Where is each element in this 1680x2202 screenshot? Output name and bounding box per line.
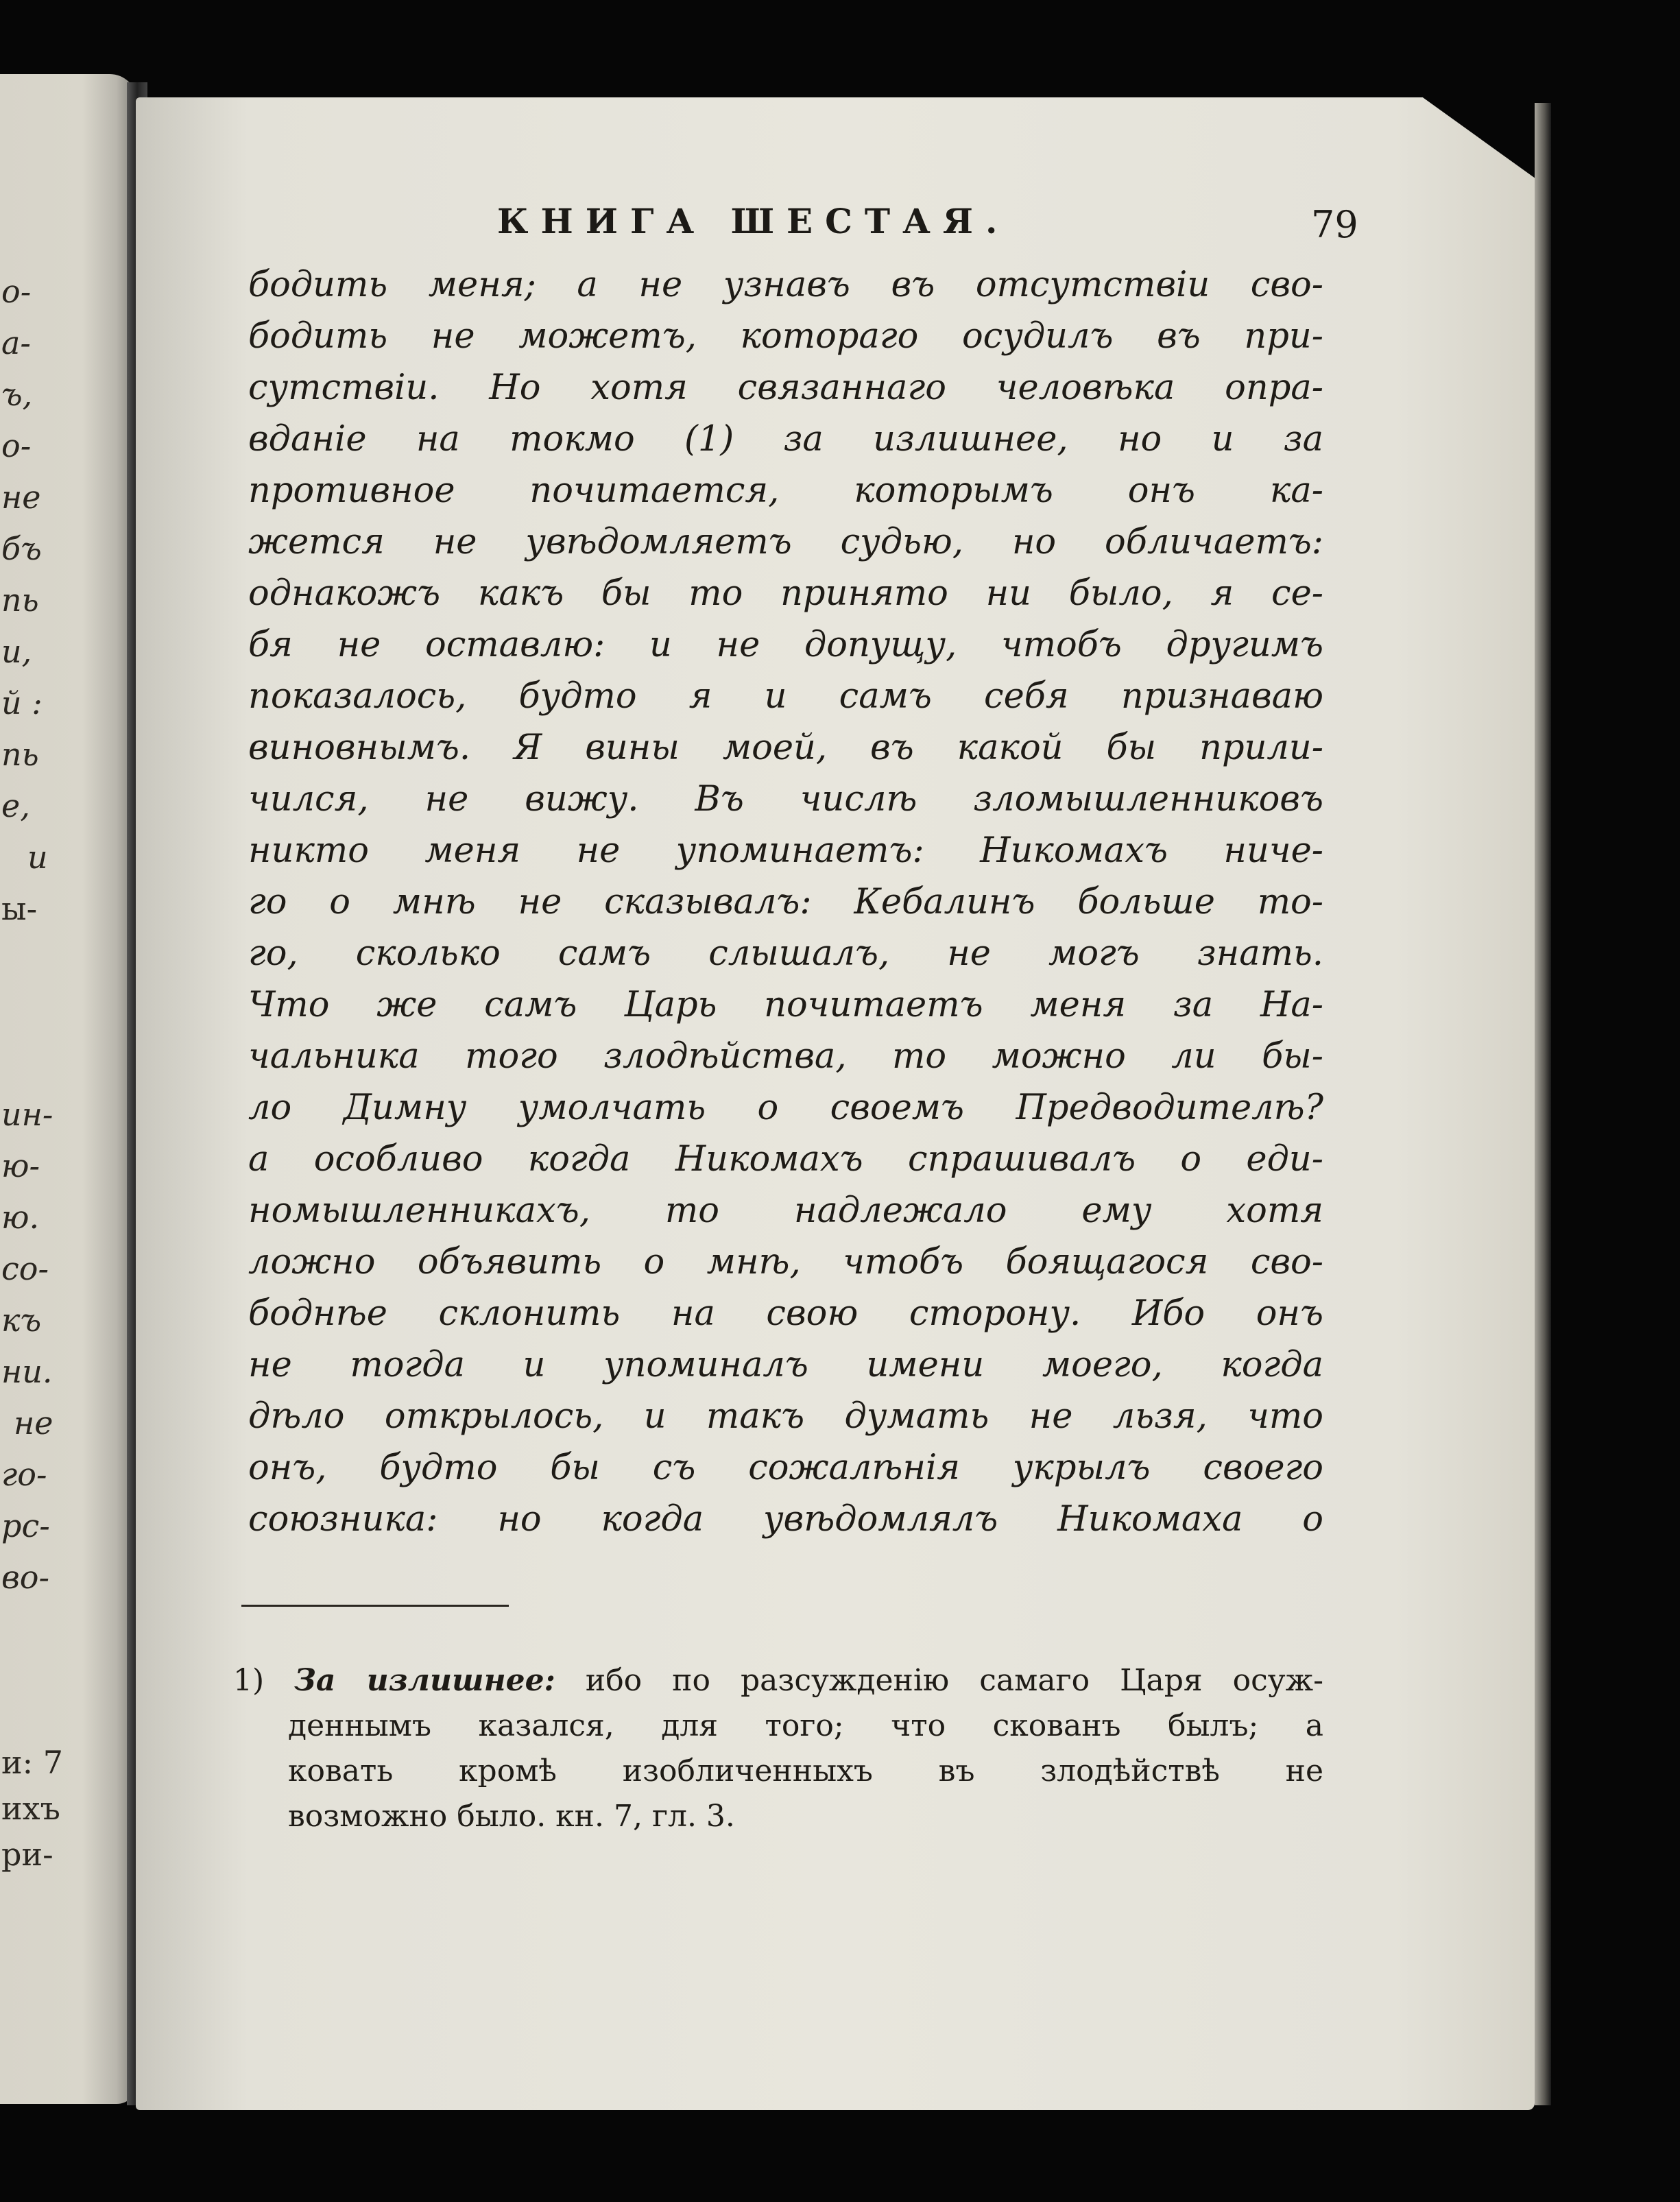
footnote-rule bbox=[241, 1605, 509, 1607]
left-fragment: къ bbox=[1, 1302, 42, 1339]
left-fragment: и: 7 bbox=[1, 1744, 64, 1781]
left-fragment: пь bbox=[1, 736, 39, 773]
text-line: показалось, будто я и самъ себя признаваю bbox=[248, 676, 1323, 717]
text-line: бодить не можетъ, котораго осудилъ въ при- bbox=[248, 316, 1323, 357]
footnote-term: За излишнее: bbox=[294, 1663, 555, 1698]
text-line: жется не увѣдомляетъ судью, но обличаетъ: bbox=[248, 522, 1323, 562]
text-line: ло Димну умолчать о своемъ Предводителѣ? bbox=[248, 1088, 1323, 1128]
text-line: сутствіи. Но хотя связаннаго человѣка опра- bbox=[248, 368, 1323, 408]
footnote-line bbox=[233, 1658, 1323, 1703]
left-fragment: ъ, bbox=[1, 376, 33, 413]
text-line: номышленникахъ, то надлежало ему хотя bbox=[248, 1190, 1323, 1231]
page-edge bbox=[1535, 103, 1551, 2105]
footnote bbox=[233, 1658, 1323, 1839]
footnote-line: ковать кромѣ изобличенныхъ въ злодѣйствѣ не bbox=[288, 1754, 1323, 1788]
footnote-text: ибо по разсужденію самаго Царя осуж- bbox=[555, 1663, 1323, 1698]
text-line: не тогда и упоминалъ имени моего, когда bbox=[248, 1345, 1323, 1385]
left-fragment: о- bbox=[1, 273, 32, 310]
text-line: онъ, будто бы съ сожалѣнія укрылъ своего bbox=[248, 1448, 1323, 1488]
text-line: союзника: но когда увѣдомлялъ Никомаха о bbox=[248, 1499, 1323, 1540]
left-fragment: не bbox=[1, 479, 41, 516]
text-line: никто меня не упоминаетъ: Никомахъ ниче- bbox=[248, 830, 1323, 871]
left-fragment: ихъ bbox=[1, 1790, 60, 1827]
left-fragment: ри- bbox=[1, 1836, 53, 1873]
page-number: 79 bbox=[1311, 203, 1358, 246]
footnote-line: возможно было. кн. 7, гл. 3. bbox=[288, 1799, 735, 1834]
left-fragment: бъ bbox=[1, 530, 42, 567]
text-line: Что же самъ Царь почитаетъ меня за На- bbox=[248, 985, 1323, 1025]
body-text bbox=[248, 259, 1323, 1545]
left-fragment: ни. bbox=[1, 1353, 53, 1390]
text-line: противное почитается, которымъ онъ ка- bbox=[248, 470, 1323, 511]
left-fragment: ин- bbox=[1, 1096, 53, 1133]
left-fragment: пь bbox=[1, 582, 39, 619]
text-line: го, сколько самъ слышалъ, не могъ знать. bbox=[248, 933, 1323, 974]
text-line: вданіе на токмо (1) за излишнее, но и за bbox=[248, 419, 1323, 459]
left-page-edge bbox=[0, 74, 137, 2104]
left-fragment: о- bbox=[1, 427, 32, 464]
left-fragment: го- bbox=[1, 1456, 47, 1493]
left-fragment: во- bbox=[1, 1559, 50, 1596]
left-fragment: и, bbox=[1, 633, 32, 670]
text-line: чился, не вижу. Въ числѣ зломышленниковъ bbox=[248, 779, 1323, 819]
text-line: бодить меня; а не узнавъ въ отсутствіи сво- bbox=[248, 265, 1323, 305]
left-fragment: а- bbox=[1, 324, 31, 361]
text-line: бя не оставлю: и не допущу, чтобъ другимъ bbox=[248, 625, 1323, 665]
text-line: дѣло открылось, и такъ думать не льзя, что bbox=[248, 1396, 1323, 1437]
text-line: а особливо когда Никомахъ спрашивалъ о еди- bbox=[248, 1139, 1323, 1180]
footnote-number: 1) bbox=[233, 1663, 265, 1698]
left-fragment: и bbox=[27, 839, 48, 876]
left-fragment: ю. bbox=[1, 1199, 40, 1236]
text-line: виновнымъ. Я вины моей, въ какой бы прили- bbox=[248, 728, 1323, 768]
left-fragment: е, bbox=[1, 787, 30, 824]
left-fragment: рс- bbox=[1, 1507, 50, 1544]
text-line: го о мнѣ не сказывалъ: Кебалинъ больше то- bbox=[248, 882, 1323, 922]
left-fragment: й : bbox=[1, 684, 43, 721]
text-line: однакожъ какъ бы то принято ни было, я се- bbox=[248, 573, 1323, 614]
text-line: боднѣе склонить на свою сторону. Ибо онъ bbox=[248, 1293, 1323, 1334]
running-header: КНИГА ШЕСТАЯ. bbox=[497, 201, 1010, 241]
left-fragment: ы- bbox=[1, 890, 38, 927]
text-line: чальника того злодѣйства, то можно ли бы- bbox=[248, 1036, 1323, 1077]
left-fragment: ю- bbox=[1, 1147, 40, 1184]
footnote-line: деннымъ казался, для того; что скованъ былъ; а bbox=[288, 1708, 1323, 1743]
left-fragment: со- bbox=[1, 1250, 49, 1287]
text-line: ложно объявить о мнѣ, чтобъ боящагося сво- bbox=[248, 1242, 1323, 1282]
left-fragment: не bbox=[14, 1404, 53, 1441]
